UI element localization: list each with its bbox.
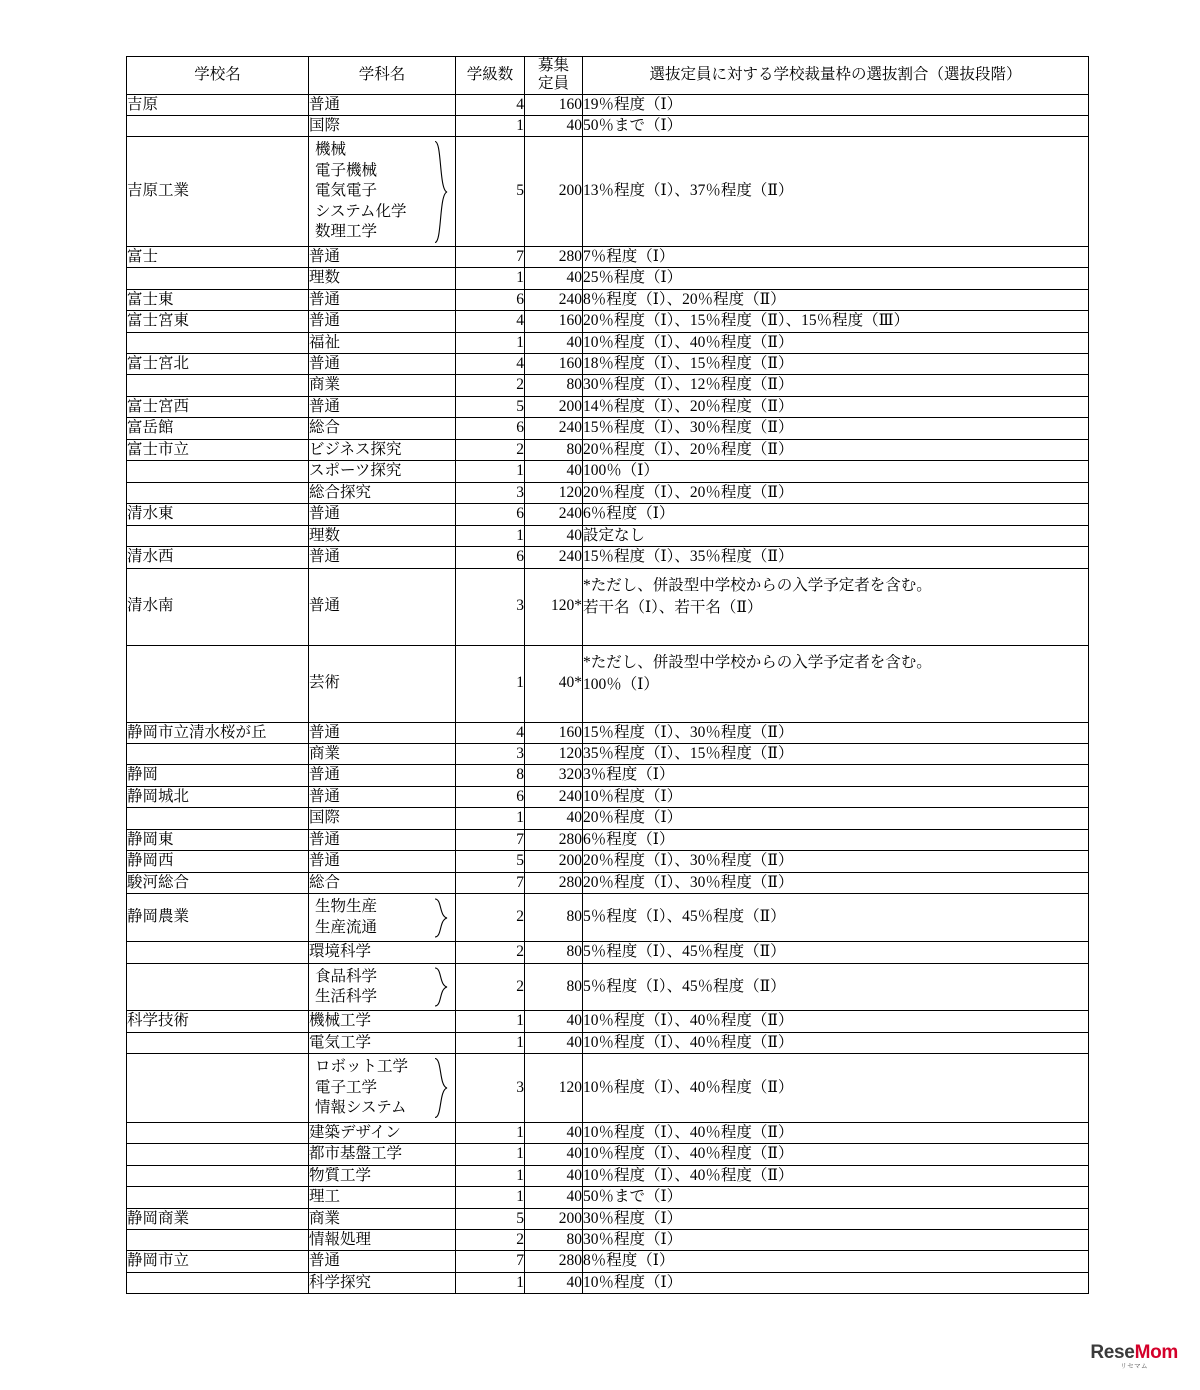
dept-group-item: 情報システム [315, 1099, 407, 1117]
cell-quota: 40 [525, 808, 583, 829]
cell-rate: 10％程度（Ⅰ）、40％程度（Ⅱ） [583, 1165, 1089, 1186]
dept-group [309, 964, 455, 1011]
cell-classes: 6 [456, 547, 525, 568]
cell-quota: 40 [525, 1187, 583, 1208]
cell-school [127, 332, 309, 353]
table-row [127, 1054, 1089, 1122]
cell-classes: 1 [456, 116, 525, 137]
cell-school: 富岳館 [127, 418, 309, 439]
table-row [127, 137, 1089, 246]
cell-school [127, 1229, 309, 1250]
cell-department: 商業 [309, 743, 456, 764]
cell-rate: 10％程度（Ⅰ）、40％程度（Ⅱ） [583, 1032, 1089, 1053]
cell-rate: 20％程度（Ⅰ）、15％程度（Ⅱ）、15％程度（Ⅲ） [583, 311, 1089, 332]
cell-rate: 10％程度（Ⅰ）、40％程度（Ⅱ） [583, 1054, 1089, 1122]
cell-department: 理数 [309, 525, 456, 546]
cell-quota: 240 [525, 289, 583, 310]
cell-quota: 40 [525, 1032, 583, 1053]
cell-department: 普通 [309, 396, 456, 417]
cell-classes: 6 [456, 289, 525, 310]
cell-school [127, 461, 309, 482]
cell-rate: 7％程度（Ⅰ） [583, 246, 1089, 267]
cell-quota: 120 [525, 1054, 583, 1122]
cell-classes: 4 [456, 354, 525, 375]
dept-group-item: 電気電子 [315, 182, 378, 200]
table-header [127, 57, 1089, 95]
cell-school: 静岡市立清水桜が丘 [127, 722, 309, 743]
table-row [127, 525, 1089, 546]
table-row [127, 375, 1089, 396]
cell-department: 普通 [309, 786, 456, 807]
watermark [1090, 1342, 1178, 1370]
cell-school: 吉原 [127, 94, 309, 115]
cell-quota: 160 [525, 354, 583, 375]
cell-classes: 2 [456, 894, 525, 942]
cell-school [127, 525, 309, 546]
cell-school [127, 1122, 309, 1143]
cell-rate-line: *ただし、併設型中学校からの入学予定者を含む。 [583, 653, 932, 671]
table-row [127, 1251, 1089, 1272]
selection-quota-table [126, 56, 1089, 1294]
cell-classes: 5 [456, 396, 525, 417]
cell-department [309, 1054, 456, 1122]
table-row [127, 722, 1089, 743]
cell-department: 普通 [309, 94, 456, 115]
cell-quota: 40 [525, 116, 583, 137]
cell-quota: 120 [525, 743, 583, 764]
cell-school: 静岡西 [127, 851, 309, 872]
cell-rate-line: 若干名（Ⅰ）、若干名（Ⅱ） [583, 598, 763, 616]
dept-group-item: 電子機械 [315, 161, 378, 179]
cell-department: 普通 [309, 722, 456, 743]
cell-classes: 2 [456, 942, 525, 963]
cell-department: 商業 [309, 1208, 456, 1229]
table-row [127, 851, 1089, 872]
cell-school [127, 116, 309, 137]
cell-rate: 6％程度（Ⅰ） [583, 504, 1089, 525]
cell-classes: 1 [456, 461, 525, 482]
table-row [127, 743, 1089, 764]
table-row [127, 482, 1089, 503]
dept-group-item: 機械 [315, 141, 347, 159]
table-row [127, 1187, 1089, 1208]
cell-rate [583, 568, 1089, 645]
cell-school: 駿河総合 [127, 872, 309, 893]
cell-classes: 1 [456, 645, 525, 722]
table-row [127, 547, 1089, 568]
cell-department: スポーツ探究 [309, 461, 456, 482]
cell-classes: 1 [456, 808, 525, 829]
cell-school [127, 1144, 309, 1165]
cell-quota: 80 [525, 375, 583, 396]
cell-classes: 6 [456, 418, 525, 439]
cell-school: 富士宮北 [127, 354, 309, 375]
cell-rate: 15％程度（Ⅰ）、30％程度（Ⅱ） [583, 418, 1089, 439]
cell-classes: 6 [456, 504, 525, 525]
cell-department [309, 137, 456, 246]
dept-group-item: 生産流通 [315, 918, 378, 936]
cell-classes: 4 [456, 94, 525, 115]
table-row [127, 1208, 1089, 1229]
cell-rate: 30％程度（Ⅰ） [583, 1208, 1089, 1229]
dept-group [309, 1054, 455, 1121]
table-row [127, 268, 1089, 289]
cell-quota: 240 [525, 547, 583, 568]
cell-school [127, 268, 309, 289]
cell-department: 情報処理 [309, 1229, 456, 1250]
cell-department: 普通 [309, 1251, 456, 1272]
cell-school: 科学技術 [127, 1011, 309, 1032]
cell-rate: 5％程度（Ⅰ）、45％程度（Ⅱ） [583, 942, 1089, 963]
cell-quota: 40 [525, 1144, 583, 1165]
cell-classes: 4 [456, 311, 525, 332]
cell-classes: 7 [456, 872, 525, 893]
cell-quota: 120* [525, 568, 583, 645]
dept-group-item: 食品科学 [315, 967, 378, 985]
cell-school: 富士 [127, 246, 309, 267]
cell-department: 芸術 [309, 645, 456, 722]
cell-rate: 13％程度（Ⅰ）、37％程度（Ⅱ） [583, 137, 1089, 246]
cell-classes: 5 [456, 137, 525, 246]
table-row [127, 1229, 1089, 1250]
cell-quota: 280 [525, 829, 583, 850]
cell-rate: 14％程度（Ⅰ）、20％程度（Ⅱ） [583, 396, 1089, 417]
table-row [127, 786, 1089, 807]
cell-rate: 50％まで（Ⅰ） [583, 1187, 1089, 1208]
cell-quota: 80 [525, 963, 583, 1011]
table-row [127, 872, 1089, 893]
cell-department: 普通 [309, 311, 456, 332]
cell-school [127, 375, 309, 396]
cell-school [127, 743, 309, 764]
cell-quota: 40 [525, 1272, 583, 1293]
dept-group-item: 生物生産 [315, 898, 378, 916]
cell-school: 静岡市立 [127, 1251, 309, 1272]
cell-quota: 80 [525, 1229, 583, 1250]
cell-department [309, 963, 456, 1011]
table-row [127, 765, 1089, 786]
table-row [127, 963, 1089, 1011]
cell-rate: 50％まで（Ⅰ） [583, 116, 1089, 137]
cell-classes: 1 [456, 1272, 525, 1293]
table-row [127, 1272, 1089, 1293]
cell-school: 清水西 [127, 547, 309, 568]
cell-classes: 3 [456, 1054, 525, 1122]
cell-school: 静岡東 [127, 829, 309, 850]
table-row [127, 894, 1089, 942]
cell-quota: 200 [525, 1208, 583, 1229]
cell-rate: 18％程度（Ⅰ）、15％程度（Ⅱ） [583, 354, 1089, 375]
cell-quota: 40 [525, 461, 583, 482]
cell-department: 建築デザイン [309, 1122, 456, 1143]
cell-rate: 10％程度（Ⅰ）、40％程度（Ⅱ） [583, 1144, 1089, 1165]
cell-department: 福祉 [309, 332, 456, 353]
dept-group-item: ロボット工学 [315, 1058, 409, 1076]
cell-quota: 280 [525, 872, 583, 893]
table-row [127, 289, 1089, 310]
cell-department: ビジネス探究 [309, 439, 456, 460]
table-row [127, 439, 1089, 460]
cell-school: 富士東 [127, 289, 309, 310]
cell-classes: 2 [456, 963, 525, 1011]
cell-school: 吉原工業 [127, 137, 309, 246]
table-row [127, 1165, 1089, 1186]
cell-rate: 設定なし [583, 525, 1089, 546]
cell-rate: 5％程度（Ⅰ）、45％程度（Ⅱ） [583, 894, 1089, 942]
dept-brace [433, 897, 451, 939]
dept-brace [433, 1057, 451, 1120]
cell-school: 富士市立 [127, 439, 309, 460]
dept-group-item: 電子工学 [315, 1078, 378, 1096]
header-quota-line2: 定員 [537, 75, 569, 93]
cell-rate: 10％程度（Ⅰ）、40％程度（Ⅱ） [583, 332, 1089, 353]
cell-rate-line: 100％（Ⅰ） [583, 675, 659, 693]
cell-school [127, 482, 309, 503]
cell-rate: 6％程度（Ⅰ） [583, 829, 1089, 850]
cell-classes: 1 [456, 332, 525, 353]
cell-department: 普通 [309, 354, 456, 375]
table-row [127, 1032, 1089, 1053]
table-row [127, 1011, 1089, 1032]
cell-school: 静岡城北 [127, 786, 309, 807]
cell-department: 普通 [309, 765, 456, 786]
cell-department: 物質工学 [309, 1165, 456, 1186]
cell-rate: 10％程度（Ⅰ） [583, 1272, 1089, 1293]
cell-quota: 160 [525, 94, 583, 115]
cell-department: 環境科学 [309, 942, 456, 963]
cell-quota: 200 [525, 851, 583, 872]
dept-group [309, 894, 455, 941]
cell-department: 理工 [309, 1187, 456, 1208]
cell-department [309, 894, 456, 942]
dept-group [309, 137, 455, 245]
cell-department: 普通 [309, 829, 456, 850]
cell-classes: 7 [456, 246, 525, 267]
dept-group-item: システム化学 [315, 202, 407, 220]
dept-brace [433, 139, 451, 244]
table-row [127, 94, 1089, 115]
cell-rate: 20％程度（Ⅰ）、30％程度（Ⅱ） [583, 851, 1089, 872]
cell-rate: 25％程度（Ⅰ） [583, 268, 1089, 289]
table-body [127, 94, 1089, 1294]
dept-brace [433, 966, 451, 1008]
cell-department: 機械工学 [309, 1011, 456, 1032]
header-department: 学科名 [309, 57, 456, 95]
cell-school [127, 942, 309, 963]
cell-department: 総合探究 [309, 482, 456, 503]
cell-rate: 100％（Ⅰ） [583, 461, 1089, 482]
cell-rate: 10％程度（Ⅰ）、40％程度（Ⅱ） [583, 1011, 1089, 1032]
cell-rate: 20％程度（Ⅰ）、20％程度（Ⅱ） [583, 482, 1089, 503]
cell-department: 普通 [309, 568, 456, 645]
table-row [127, 332, 1089, 353]
cell-department: 普通 [309, 851, 456, 872]
cell-rate: 35％程度（Ⅰ）、15％程度（Ⅱ） [583, 743, 1089, 764]
cell-rate: 20％程度（Ⅰ） [583, 808, 1089, 829]
cell-classes: 7 [456, 1251, 525, 1272]
cell-quota: 40 [525, 332, 583, 353]
table-header-row [127, 57, 1089, 95]
cell-school [127, 1272, 309, 1293]
cell-quota: 240 [525, 786, 583, 807]
cell-rate: 10％程度（Ⅰ） [583, 786, 1089, 807]
dept-group-item: 生活科学 [315, 987, 378, 1005]
cell-classes: 1 [456, 1187, 525, 1208]
cell-department: 商業 [309, 375, 456, 396]
cell-school: 静岡農業 [127, 894, 309, 942]
header-rate: 選抜定員に対する学校裁量枠の選抜割合（選抜段階） [583, 57, 1089, 95]
header-school: 学校名 [127, 57, 309, 95]
cell-school [127, 963, 309, 1011]
cell-school [127, 1054, 309, 1122]
table-row [127, 1144, 1089, 1165]
cell-quota: 120 [525, 482, 583, 503]
cell-classes: 4 [456, 722, 525, 743]
dept-group-item: 数理工学 [315, 223, 378, 241]
cell-rate [583, 645, 1089, 722]
cell-department: 普通 [309, 289, 456, 310]
table-row [127, 116, 1089, 137]
cell-quota: 40 [525, 268, 583, 289]
cell-department: 科学探究 [309, 1272, 456, 1293]
cell-classes: 3 [456, 743, 525, 764]
table-row [127, 418, 1089, 439]
table-row [127, 645, 1089, 722]
cell-rate: 30％程度（Ⅰ） [583, 1229, 1089, 1250]
cell-rate: 30％程度（Ⅰ）、12％程度（Ⅱ） [583, 375, 1089, 396]
cell-classes: 2 [456, 439, 525, 460]
cell-school: 清水南 [127, 568, 309, 645]
cell-quota: 280 [525, 1251, 583, 1272]
cell-quota: 80 [525, 942, 583, 963]
cell-department: 総合 [309, 418, 456, 439]
cell-classes: 5 [456, 1208, 525, 1229]
cell-quota: 280 [525, 246, 583, 267]
cell-quota: 80 [525, 439, 583, 460]
cell-school: 清水東 [127, 504, 309, 525]
cell-department: 電気工学 [309, 1032, 456, 1053]
table-row [127, 311, 1089, 332]
cell-classes: 7 [456, 829, 525, 850]
table-row [127, 461, 1089, 482]
cell-department: 総合 [309, 872, 456, 893]
cell-classes: 5 [456, 851, 525, 872]
cell-school: 富士宮東 [127, 311, 309, 332]
cell-department: 都市基盤工学 [309, 1144, 456, 1165]
cell-classes: 3 [456, 482, 525, 503]
cell-classes: 1 [456, 1032, 525, 1053]
cell-classes: 3 [456, 568, 525, 645]
cell-rate: 3％程度（Ⅰ） [583, 765, 1089, 786]
cell-quota: 40* [525, 645, 583, 722]
cell-classes: 1 [456, 1144, 525, 1165]
table-row [127, 246, 1089, 267]
cell-classes: 8 [456, 765, 525, 786]
cell-quota: 160 [525, 311, 583, 332]
header-quota-line1: 募集 [537, 57, 569, 74]
table-row [127, 808, 1089, 829]
table-row [127, 1122, 1089, 1143]
cell-quota: 160 [525, 722, 583, 743]
cell-school: 静岡 [127, 765, 309, 786]
cell-classes: 2 [456, 375, 525, 396]
cell-school: 静岡商業 [127, 1208, 309, 1229]
cell-department: 理数 [309, 268, 456, 289]
watermark-text-a: Rese [1090, 1342, 1135, 1363]
cell-classes: 2 [456, 1229, 525, 1250]
cell-classes: 1 [456, 1122, 525, 1143]
cell-rate: 19％程度（Ⅰ） [583, 94, 1089, 115]
cell-rate: 15％程度（Ⅰ）、30％程度（Ⅱ） [583, 722, 1089, 743]
cell-classes: 1 [456, 268, 525, 289]
cell-quota: 320 [525, 765, 583, 786]
cell-school [127, 1165, 309, 1186]
cell-department: 普通 [309, 246, 456, 267]
cell-school [127, 645, 309, 722]
cell-school [127, 1187, 309, 1208]
watermark-subtext: リセマム [1120, 1363, 1148, 1370]
cell-department: 国際 [309, 808, 456, 829]
cell-quota: 240 [525, 504, 583, 525]
cell-quota: 40 [525, 1011, 583, 1032]
cell-school [127, 1032, 309, 1053]
table-row [127, 829, 1089, 850]
cell-department: 普通 [309, 547, 456, 568]
cell-department: 普通 [309, 504, 456, 525]
cell-quota: 40 [525, 525, 583, 546]
cell-rate: 8％程度（Ⅰ） [583, 1251, 1089, 1272]
cell-quota: 80 [525, 894, 583, 942]
cell-quota: 40 [525, 1122, 583, 1143]
cell-rate: 15％程度（Ⅰ）、35％程度（Ⅱ） [583, 547, 1089, 568]
cell-classes: 1 [456, 1011, 525, 1032]
cell-quota: 40 [525, 1165, 583, 1186]
cell-department: 国際 [309, 116, 456, 137]
header-classes: 学級数 [456, 57, 525, 95]
cell-classes: 1 [456, 525, 525, 546]
table-row [127, 942, 1089, 963]
cell-quota: 200 [525, 137, 583, 246]
cell-rate-line: *ただし、併設型中学校からの入学予定者を含む。 [583, 576, 932, 594]
cell-rate: 20％程度（Ⅰ）、20％程度（Ⅱ） [583, 439, 1089, 460]
table-row [127, 354, 1089, 375]
cell-classes: 1 [456, 1165, 525, 1186]
cell-rate: 8％程度（Ⅰ）、20％程度（Ⅱ） [583, 289, 1089, 310]
cell-school [127, 808, 309, 829]
watermark-text-b: Mom [1134, 1342, 1178, 1363]
cell-quota: 240 [525, 418, 583, 439]
table-row [127, 568, 1089, 645]
cell-classes: 6 [456, 786, 525, 807]
cell-school: 富士宮西 [127, 396, 309, 417]
table-row [127, 504, 1089, 525]
header-quota [525, 57, 583, 95]
table-row [127, 396, 1089, 417]
cell-quota: 200 [525, 396, 583, 417]
cell-rate: 10％程度（Ⅰ）、40％程度（Ⅱ） [583, 1122, 1089, 1143]
cell-rate: 5％程度（Ⅰ）、45％程度（Ⅱ） [583, 963, 1089, 1011]
cell-rate: 20％程度（Ⅰ）、30％程度（Ⅱ） [583, 872, 1089, 893]
